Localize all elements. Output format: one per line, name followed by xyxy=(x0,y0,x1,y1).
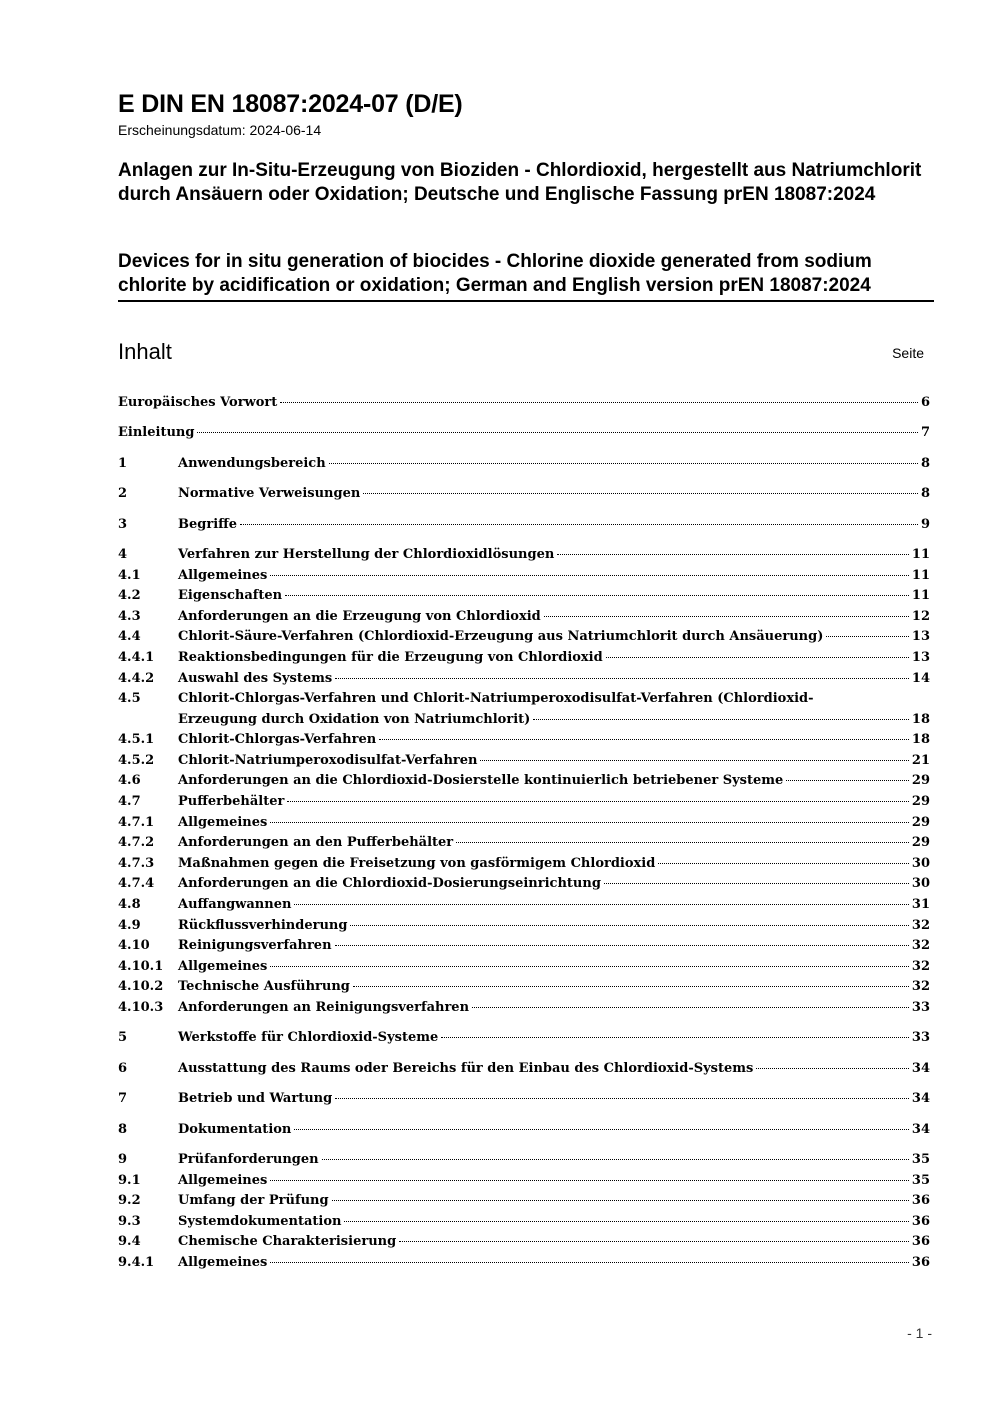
toc-entry-title-text: Allgemeines xyxy=(178,814,268,830)
toc-entry-title-text: Werkstoffe für Chlordioxid-Systeme xyxy=(178,1030,439,1046)
toc-entry-title-line: Erzeugung durch Oxidation von Natriumchlorit) xyxy=(178,711,531,727)
toc-dot-leader xyxy=(287,801,909,802)
toc-entry-page: 6 xyxy=(920,395,930,410)
toc-entry[interactable] xyxy=(118,1171,930,1192)
toc-entry-title-text: Anforderungen an die Chlordioxid-Dosierungseinrichtung xyxy=(178,876,601,892)
toc-entry[interactable] xyxy=(118,1253,930,1274)
toc-entry-number: 4.6 xyxy=(118,773,141,789)
toc-entry-title xyxy=(178,998,912,1019)
toc-entry-page: 34 xyxy=(911,1060,930,1076)
toc-entry-number: 4.7 xyxy=(118,794,141,810)
toc-entry-number: 1 xyxy=(118,455,128,471)
toc-entry-page: 30 xyxy=(911,876,930,892)
toc-entry[interactable] xyxy=(118,916,930,937)
toc-entry-title xyxy=(178,895,912,916)
toc-dot-leader xyxy=(335,678,909,679)
toc-dot-leader xyxy=(329,463,918,464)
toc-dot-leader xyxy=(826,636,909,637)
toc-entry-page: 32 xyxy=(911,938,930,954)
toc-entry-title xyxy=(178,648,912,669)
toc-entry-page: 32 xyxy=(911,958,930,974)
toc-dot-leader xyxy=(332,1200,909,1201)
toc-entry-number: 8 xyxy=(118,1121,128,1137)
toc-entry-number: 9.4 xyxy=(118,1234,141,1250)
toc-entry[interactable] xyxy=(118,545,930,566)
toc-entry[interactable] xyxy=(118,751,930,772)
toc-entry[interactable] xyxy=(118,423,930,444)
toc-entry-title-text: Technische Ausführung xyxy=(178,979,350,995)
toc-entry-title xyxy=(178,1059,912,1080)
toc-entry-title xyxy=(178,1171,912,1192)
toc-entry-title-text: Anwendungsbereich xyxy=(178,455,326,471)
toc-entry-number: 9.4.1 xyxy=(118,1254,155,1270)
toc-entry-page: 32 xyxy=(911,979,930,995)
toc-entry-page: 29 xyxy=(911,794,930,810)
toc-entry-number: 6 xyxy=(118,1060,128,1076)
toc-entry-number: 4.5.1 xyxy=(118,732,155,748)
toc-entry-page: 9 xyxy=(920,516,930,532)
toc-entry-page: 13 xyxy=(911,649,930,665)
toc-entry-title xyxy=(178,1191,912,1212)
toc-entry-page: 34 xyxy=(911,1091,930,1107)
toc-entry-number: 4.7.4 xyxy=(118,876,155,892)
toc-entry[interactable] xyxy=(118,669,930,690)
toc-entry-title xyxy=(178,689,930,730)
toc-entry-title-text: Reaktionsbedingungen für die Erzeugung von Chlordioxid xyxy=(178,649,603,665)
toc-entry-page: 21 xyxy=(911,752,930,768)
toc-entry-number: 4.7.1 xyxy=(118,814,155,830)
toc-entry-title xyxy=(178,874,912,895)
document-id: E DIN EN 18087:2024-07 (D/E) xyxy=(118,90,463,118)
toc-entry-title xyxy=(178,1028,912,1049)
toc-dot-leader xyxy=(335,1098,909,1099)
toc-entry[interactable] xyxy=(118,454,930,475)
toc-entry-title xyxy=(178,1212,912,1233)
toc-dot-leader xyxy=(350,925,908,926)
toc-entry-title xyxy=(178,484,921,505)
toc-entry-title-text: Chlorit-Chlorgas-Verfahren xyxy=(178,732,377,748)
toc-entry-number: 4.4 xyxy=(118,629,141,645)
toc-entry-title-text: Begriffe xyxy=(178,516,238,532)
toc-entry-number: 4.10.3 xyxy=(118,1000,164,1016)
toc-entry-title-text: Anforderungen an die Erzeugung von Chlordioxid xyxy=(178,608,541,624)
toc-entry-title-text: Anforderungen an die Chlordioxid-Dosierstelle kontinuierlich betriebener Systeme xyxy=(178,773,784,789)
toc-entry-title xyxy=(178,1120,912,1141)
toc-entry-title xyxy=(178,751,912,772)
toc-entry-number: 9 xyxy=(118,1151,128,1167)
toc-entry-title-text: Auswahl des Systems xyxy=(178,670,333,686)
toc-entry-page: 11 xyxy=(911,546,930,562)
toc-entry[interactable] xyxy=(118,977,930,998)
toc-entry-title-text: Allgemeines xyxy=(178,1254,268,1270)
toc-entry-page: 35 xyxy=(911,1172,930,1188)
toc-dot-leader xyxy=(557,554,909,555)
toc-entry[interactable] xyxy=(118,936,930,957)
toc-entry-title-text: Dokumentation xyxy=(178,1121,292,1137)
toc-entry-title-text: Allgemeines xyxy=(178,958,268,974)
toc-heading: Inhalt xyxy=(118,339,172,364)
toc-entry-page: 36 xyxy=(911,1254,930,1270)
toc-entry-title-text: Verfahren zur Herstellung der Chlordioxidlösungen xyxy=(178,546,555,562)
toc-entry-title xyxy=(178,586,912,607)
publication-date: Erscheinungsdatum: 2024-06-14 xyxy=(118,122,322,138)
table-of-contents xyxy=(118,393,930,1274)
toc-entry[interactable] xyxy=(118,998,930,1019)
toc-entry-page: 8 xyxy=(920,455,930,471)
toc-entry-title-text: Normative Verweisungen xyxy=(178,486,361,502)
toc-entry-title xyxy=(178,854,912,875)
toc-entry-number: 5 xyxy=(118,1030,128,1046)
toc-entry-title xyxy=(178,833,912,854)
toc-entry[interactable] xyxy=(118,771,930,792)
toc-entry-number: 7 xyxy=(118,1091,128,1107)
toc-entry-title-text: Auffangwannen xyxy=(178,897,292,913)
toc-page-label: Seite xyxy=(892,345,924,361)
toc-entry-title-text: Prüfanforderungen xyxy=(178,1151,319,1167)
toc-entry-title-text: Allgemeines xyxy=(178,567,268,583)
toc-dot-leader xyxy=(294,904,908,905)
toc-entry[interactable] xyxy=(118,833,930,854)
toc-entry-page: 36 xyxy=(911,1213,930,1229)
toc-entry-title xyxy=(178,454,921,475)
toc-entry[interactable] xyxy=(118,895,930,916)
toc-entry-number: 4.10.2 xyxy=(118,979,164,995)
toc-entry-page: 36 xyxy=(911,1193,930,1209)
toc-entry-number: 4.7.2 xyxy=(118,835,155,851)
toc-entry-title xyxy=(178,792,912,813)
toc-entry[interactable] xyxy=(118,566,930,587)
toc-entry-page: 11 xyxy=(911,588,930,604)
toc-entry-title xyxy=(118,393,921,414)
toc-entry-title xyxy=(178,669,912,690)
toc-entry[interactable] xyxy=(118,813,930,834)
toc-entry[interactable] xyxy=(118,484,930,505)
toc-entry-page: 18 xyxy=(911,732,930,748)
toc-dot-leader xyxy=(270,1180,909,1181)
toc-entry-title-text: Chlorit-Säure-Verfahren (Chlordioxid-Erzeugung aus Natriumchlorit durch Ansäuerung) xyxy=(178,629,824,645)
toc-dot-leader xyxy=(472,1007,909,1008)
toc-entry-page: 35 xyxy=(911,1151,930,1167)
toc-entry-page: 8 xyxy=(920,486,930,502)
toc-entry-page: 29 xyxy=(911,835,930,851)
toc-dot-leader xyxy=(441,1037,909,1038)
toc-entry-title xyxy=(178,627,912,648)
toc-entry-title-text: Reinigungsverfahren xyxy=(178,938,332,954)
toc-dot-leader xyxy=(285,595,909,596)
toc-dot-leader xyxy=(344,1221,908,1222)
toc-entry-title xyxy=(178,1253,912,1274)
toc-dot-leader xyxy=(294,1129,909,1130)
toc-dot-leader xyxy=(786,780,909,781)
toc-entry[interactable] xyxy=(118,1089,930,1110)
toc-entry[interactable] xyxy=(118,586,930,607)
toc-entry-number: 4.4.1 xyxy=(118,649,155,665)
toc-entry[interactable] xyxy=(118,627,930,648)
toc-entry-title xyxy=(178,936,912,957)
toc-entry-title-text: Umfang der Prüfung xyxy=(178,1193,329,1209)
toc-entry-page: 34 xyxy=(911,1121,930,1137)
toc-dot-leader xyxy=(270,822,909,823)
toc-entry-title-line: Chlorit-Chlorgas-Verfahren und Chlorit-Natriumperoxodisulfat-Verfahren (Chlordioxid- xyxy=(178,691,814,707)
toc-entry-title-text: Einleitung xyxy=(118,425,195,441)
toc-dot-leader xyxy=(399,1241,909,1242)
toc-entry-number: 4.7.3 xyxy=(118,855,155,871)
toc-entry-title xyxy=(178,1232,912,1253)
toc-entry[interactable] xyxy=(118,515,930,536)
toc-dot-leader xyxy=(270,575,909,576)
toc-entry[interactable] xyxy=(118,730,930,751)
toc-entry[interactable] xyxy=(118,607,930,628)
toc-entry[interactable] xyxy=(118,792,930,813)
page-number: - 1 - xyxy=(907,1325,932,1341)
toc-dot-leader xyxy=(322,1159,909,1160)
toc-entry-title xyxy=(178,566,912,587)
toc-dot-leader xyxy=(240,524,918,525)
toc-entry[interactable] xyxy=(118,957,930,978)
toc-entry[interactable] xyxy=(118,874,930,895)
toc-entry-title-text: Rückflussverhinderung xyxy=(178,917,348,933)
toc-entry-title xyxy=(178,607,912,628)
toc-entry[interactable] xyxy=(118,1059,930,1080)
toc-dot-leader xyxy=(658,863,909,864)
toc-entry-page: 29 xyxy=(911,814,930,830)
toc-entry-page: 13 xyxy=(911,629,930,645)
toc-entry-number: 3 xyxy=(118,516,128,532)
toc-dot-leader xyxy=(270,1262,909,1263)
toc-entry-title xyxy=(178,515,921,536)
toc-entry-title xyxy=(178,1150,912,1171)
toc-entry-number: 4 xyxy=(118,546,128,562)
toc-dot-leader xyxy=(379,739,909,740)
toc-entry[interactable] xyxy=(118,1150,930,1171)
toc-entry-page: 14 xyxy=(911,670,930,686)
toc-entry-number: 9.3 xyxy=(118,1213,141,1229)
toc-entry-number: 4.5.2 xyxy=(118,752,155,768)
title-english: Devices for in situ generation of biocides - Chlorine dioxide generated from sodium chlorite by acidification or oxidation; German and English version prEN 18087:2024 xyxy=(118,250,934,302)
toc-dot-leader xyxy=(756,1068,909,1069)
toc-entry-number: 4.1 xyxy=(118,567,141,583)
toc-entry-title-text: Anforderungen an den Pufferbehälter xyxy=(178,835,454,851)
toc-entry[interactable] xyxy=(118,1028,930,1049)
toc-dot-leader xyxy=(197,432,918,433)
toc-entry[interactable] xyxy=(118,1120,930,1141)
toc-entry-page: 33 xyxy=(911,1030,930,1046)
toc-entry-number: 4.3 xyxy=(118,608,141,624)
toc-entry-number: 4.4.2 xyxy=(118,670,155,686)
toc-entry-number: 2 xyxy=(118,486,128,502)
toc-entry[interactable] xyxy=(118,1232,930,1253)
toc-dot-leader xyxy=(456,842,909,843)
toc-entry-title xyxy=(118,423,921,444)
toc-entry-title-text: Maßnahmen gegen die Freisetzung von gasförmigem Chlordioxid xyxy=(178,855,656,871)
toc-dot-leader xyxy=(280,402,918,403)
toc-entry-title xyxy=(178,1089,912,1110)
toc-dot-leader xyxy=(604,883,909,884)
toc-entry-page: 32 xyxy=(911,917,930,933)
toc-dot-leader xyxy=(335,945,909,946)
toc-entry-page: 33 xyxy=(911,1000,930,1016)
toc-entry-title xyxy=(178,545,912,566)
toc-entry-title-text: Anforderungen an Reinigungsverfahren xyxy=(178,1000,470,1016)
toc-entry-title-text: Eigenschaften xyxy=(178,588,283,604)
toc-entry-title-text: Ausstattung des Raums oder Bereichs für den Einbau des Chlordioxid-Systems xyxy=(178,1060,754,1076)
toc-entry[interactable] xyxy=(118,648,930,669)
toc-entry-page: 29 xyxy=(911,773,930,789)
toc-entry-title xyxy=(178,730,912,751)
toc-entry-title-text: Betrieb und Wartung xyxy=(178,1091,333,1107)
toc-entry-number: 9.2 xyxy=(118,1193,141,1209)
toc-entry-page: 7 xyxy=(920,425,930,441)
toc-entry-page: 11 xyxy=(911,567,930,583)
toc-entry-number: 4.2 xyxy=(118,588,141,604)
toc-dot-leader xyxy=(353,986,909,987)
toc-entry[interactable] xyxy=(118,1191,930,1212)
title-german: Anlagen zur In-Situ-Erzeugung von Bioziden - Chlordioxid, hergestellt aus Natriumchlorit durch Ansäuern oder Oxidation; Deutsche und Englische Fassung prEN 18087:2024 xyxy=(118,160,922,205)
toc-dot-leader xyxy=(270,966,909,967)
toc-entry[interactable] xyxy=(118,1212,930,1233)
toc-entry-number: 4.8 xyxy=(118,897,141,913)
toc-entry-title xyxy=(178,916,912,937)
toc-entry-page: 30 xyxy=(911,855,930,871)
toc-entry-title-text: Pufferbehälter xyxy=(178,794,285,810)
toc-entry-title-text: Europäisches Vorwort xyxy=(118,395,278,410)
toc-entry[interactable] xyxy=(118,393,930,414)
toc-entry-title xyxy=(178,771,912,792)
toc-entry-title-text: Systemdokumentation xyxy=(178,1213,342,1229)
toc-entry-number: 4.10.1 xyxy=(118,958,164,974)
toc-entry-number: 4.10 xyxy=(118,938,150,954)
toc-entry-page: 36 xyxy=(911,1234,930,1250)
toc-entry[interactable] xyxy=(118,854,930,875)
toc-entry-number: 4.9 xyxy=(118,917,141,933)
toc-entry-title xyxy=(178,977,912,998)
toc-dot-leader xyxy=(480,760,908,761)
toc-entry-number: 9.1 xyxy=(118,1172,141,1188)
toc-entry-title xyxy=(178,957,912,978)
toc-entry-title-text: Chlorit-Natriumperoxodisulfat-Verfahren xyxy=(178,752,478,768)
toc-entry-title-text: Allgemeines xyxy=(178,1172,268,1188)
toc-entry-page: 18 xyxy=(911,711,930,727)
toc-dot-leader xyxy=(544,616,909,617)
toc-dot-leader xyxy=(606,657,909,658)
toc-entry[interactable] xyxy=(118,689,930,730)
toc-dot-leader xyxy=(363,493,918,494)
toc-entry-number: 4.5 xyxy=(118,691,141,707)
toc-dot-leader xyxy=(533,719,909,720)
toc-entry-page: 31 xyxy=(911,897,930,913)
toc-entry-title xyxy=(178,813,912,834)
toc-entry-title-text: Chemische Charakterisierung xyxy=(178,1234,397,1250)
toc-entry-page: 12 xyxy=(911,608,930,624)
